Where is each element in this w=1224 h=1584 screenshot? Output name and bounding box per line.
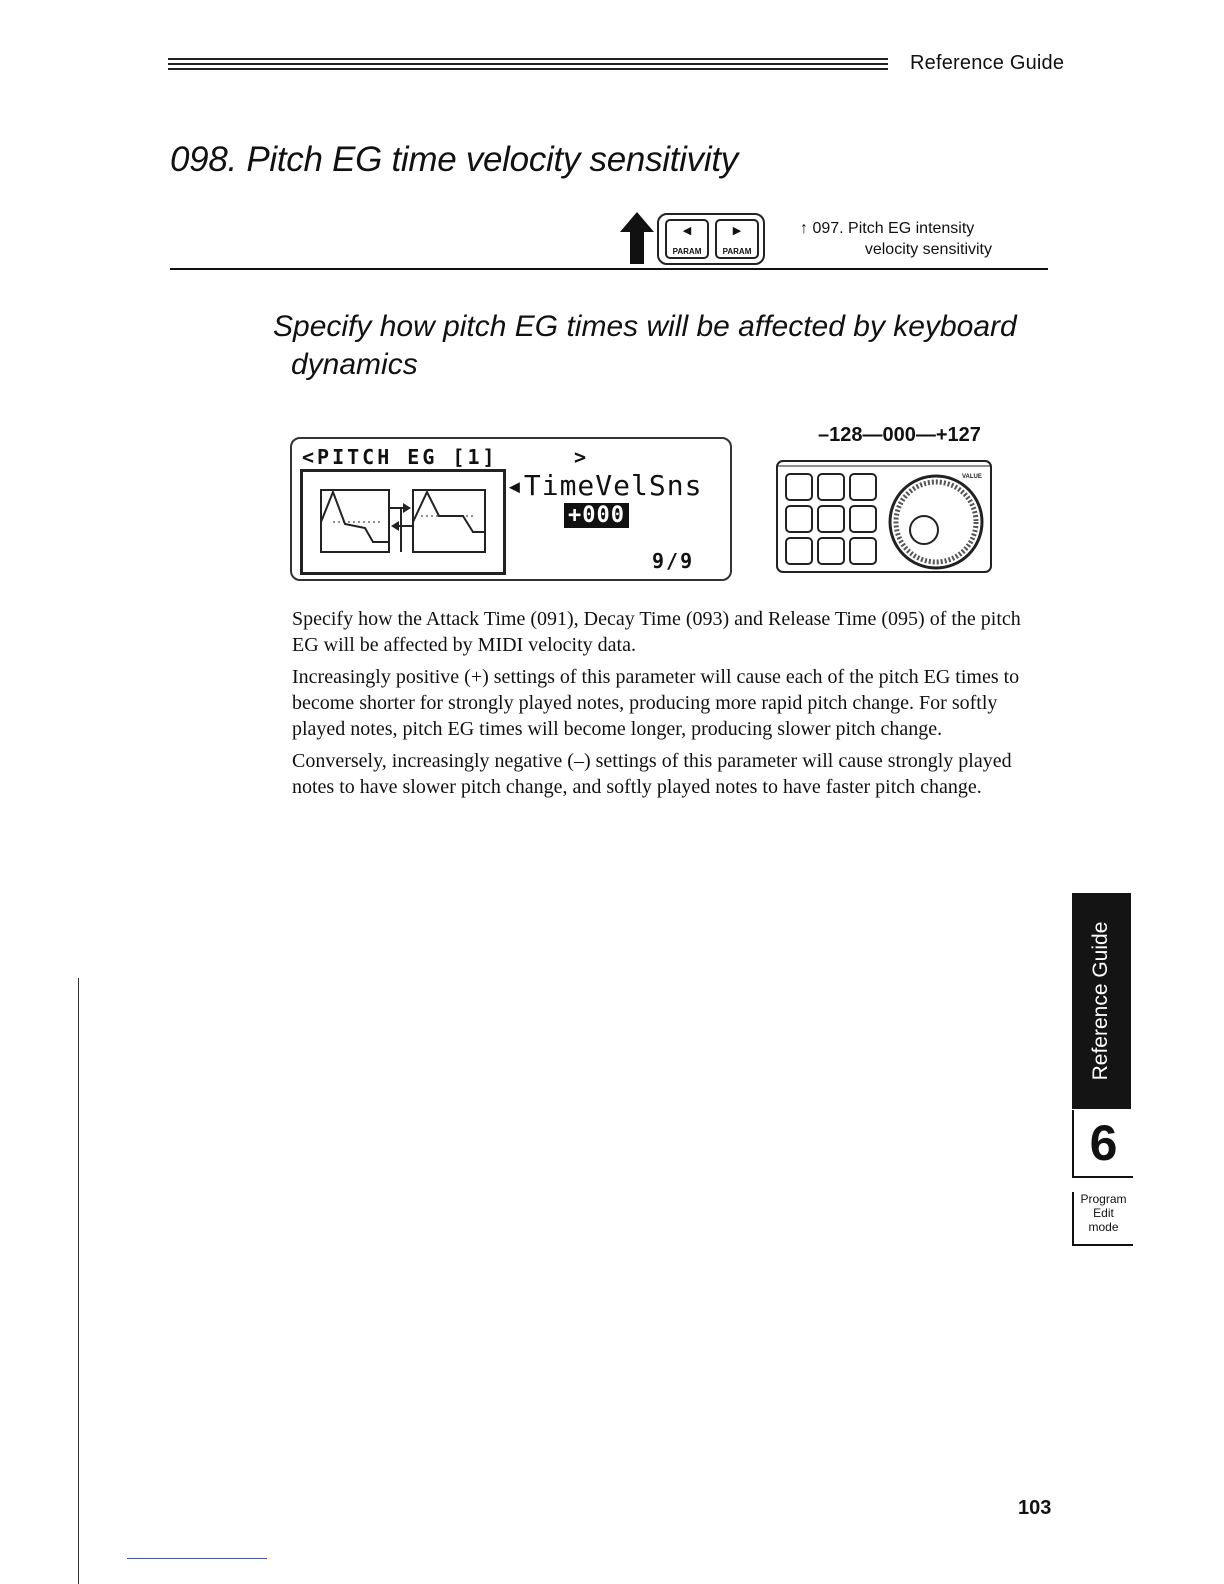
footer-line [127, 1558, 267, 1559]
chapter-name-line2: Edit [1093, 1206, 1114, 1220]
chapter-name-line3: mode [1088, 1220, 1119, 1234]
pitch-eg-graph-icon [300, 469, 506, 575]
lcd-parameter-value: +000 [564, 503, 629, 528]
numeric-keypad-icon [786, 474, 876, 564]
section-subtitle [273, 308, 1033, 384]
param-buttons [657, 213, 765, 265]
previous-ref-line1: ↑ 097. Pitch EG intensity [800, 220, 975, 237]
subtitle-line2: dynamics [291, 348, 418, 381]
value-dial-icon [890, 476, 982, 568]
lcd-header-arrow: > [574, 445, 587, 469]
param-next-button[interactable] [715, 219, 759, 259]
chapter-name-line1: Program [1080, 1192, 1127, 1206]
param-prev-button[interactable] [665, 219, 709, 259]
previous-ref-line2: velocity sensitivity [864, 241, 992, 258]
subtitle-line1: Specify how pitch EG times will be affected by keyboard [273, 310, 1017, 343]
left-triangle-icon: ◀ [682, 225, 692, 237]
body-text [292, 606, 1052, 806]
chapter-number: 6 [1072, 1110, 1133, 1178]
lcd-display [290, 437, 732, 581]
chapter-tab-label: Reference Guide [1089, 921, 1112, 1081]
lcd-page-indicator: 9/9 [652, 549, 695, 573]
body-paragraph-3: Conversely, increasingly negative (–) settings of this parameter will cause strongly played notes to have slower pitch change, and softly played notes to have faster pitch change. [292, 750, 1012, 798]
body-paragraph-2: Increasingly positive (+) settings of this parameter will cause each of the pitch EG times to become shorter for strongly played notes, producing more rapid pitch change. For softly played notes, pitch EG times will become longer, producing slower pitch change. [292, 666, 1020, 740]
page-number: 103 [1018, 1497, 1052, 1519]
param-prev-label: PARAM [672, 247, 702, 256]
lcd-header: <PITCH EG [1] [302, 445, 498, 469]
value-panel-illustration [776, 460, 992, 573]
value-range: –128—000—+127 [818, 424, 981, 446]
chapter-name [1072, 1192, 1133, 1246]
body-paragraph-1: Specify how the Attack Time (091), Decay Time (093) and Release Time (095) of the pitch EG will be affected by MIDI velocity data. [292, 608, 1021, 656]
title-divider [170, 268, 1048, 270]
lcd-parameter-name: ◂TimeVelSns [506, 469, 703, 502]
param-next-label: PARAM [722, 247, 752, 256]
up-arrow-icon [620, 212, 654, 264]
chapter-tab [1072, 893, 1131, 1109]
margin-line [78, 978, 79, 1584]
header-rule [168, 58, 888, 72]
header-section-title: Reference Guide [910, 52, 1065, 74]
right-triangle-icon: ▶ [732, 225, 742, 237]
page-title: 098. Pitch EG time velocity sensitivity [170, 140, 738, 179]
previous-parameter-reference [800, 218, 992, 260]
value-dial-label: VALUE [962, 474, 982, 480]
